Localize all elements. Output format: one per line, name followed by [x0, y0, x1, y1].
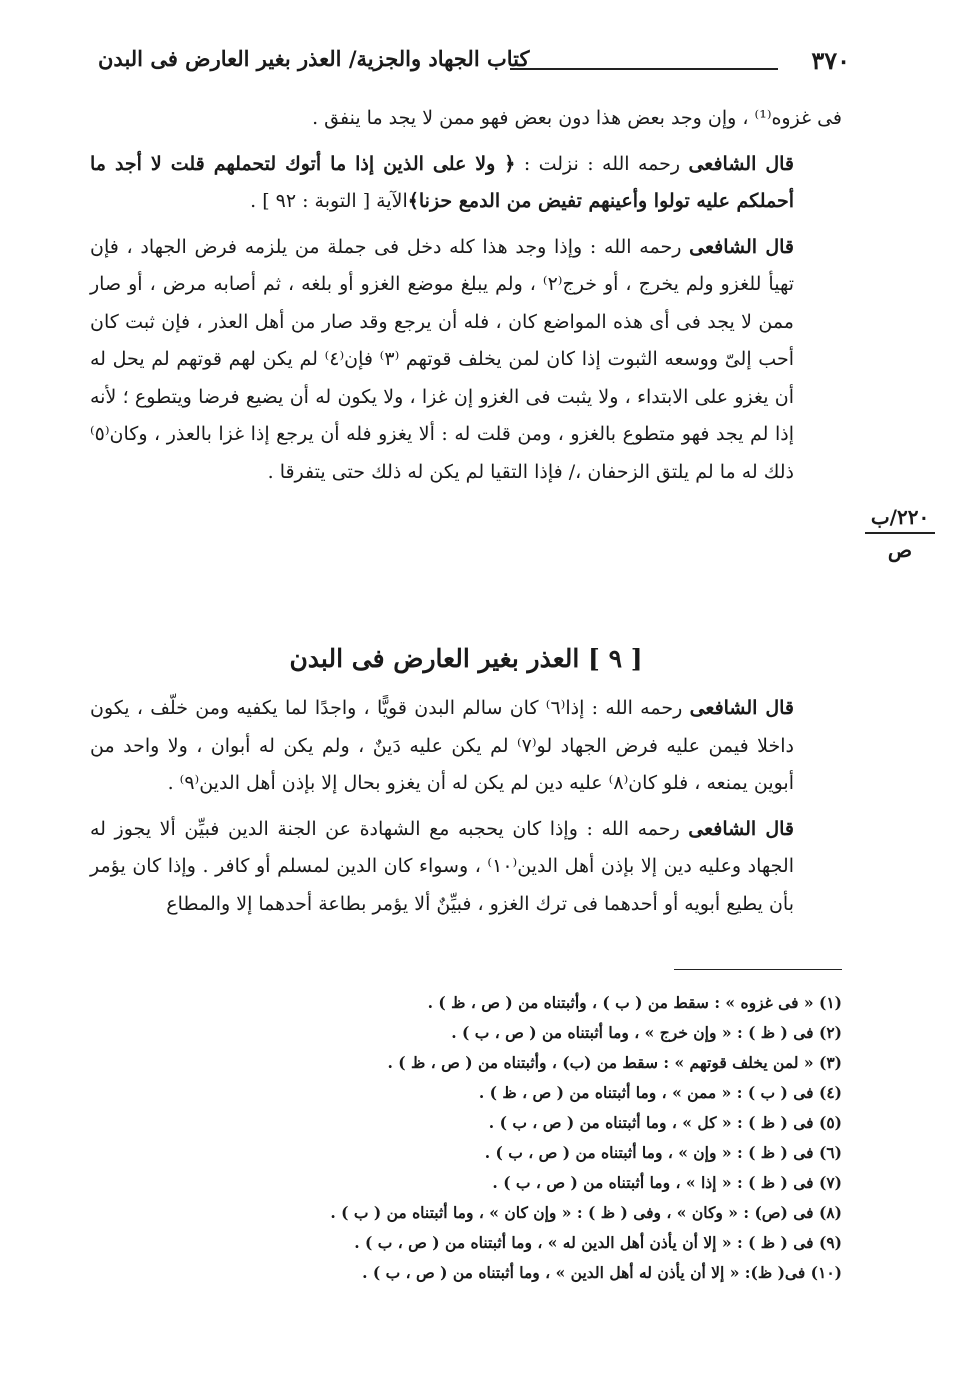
footnote: (٤) فى ( ب ) : « ممن » ، وما أثبتناه من ( ص ، ظ ) . — [478, 1083, 842, 1102]
paragraph-shafii-3 — [90, 811, 842, 924]
speaker-name: قال الشافعى — [688, 817, 794, 840]
section-heading: [ ٩ ] العذر بغير العارض فى البدن — [289, 644, 643, 673]
footnote: (٩) فى ( ظ ) : « إلا أن يأذن أهل الدين له » ، وما أثبتناه من ( ص ، ب ) . — [354, 1233, 842, 1252]
speaker-name: قال الشافعى — [689, 697, 794, 719]
footnote: (١٠) فى( ظ): « إلا أن يأذن له أهل الدين » ، وما أثبتناه من ( ص ، ب ) . — [362, 1263, 842, 1282]
paragraph-text: رحمه الله : وإذا كان يحجبه مع الشهادة عن الجنة الدين فبيِّن ألا يجوز له الجهاد وعليه دين إلا بإذن أهل الدين⁽١٠⁾ ، وسواء كان الدين لمسلم أو كافر . وإذا كان يؤمر بأن يطيع أبويه أو أحدهما فى ترك الغزو ، فبيِّنٌ ألا يؤمر بطاعة أحدهما إلا والمطاع — [90, 817, 794, 915]
footnotes-list — [282, 988, 842, 1288]
footnote: (١) « فى غزوه » : سقط من ( ب ) ، وأثبتناه من ( ص ، ظ ) . — [427, 993, 842, 1012]
main-text-block-1 — [90, 100, 842, 491]
footnote: (٧) فى ( ظ ) : « إذا » ، وما أثبتناه من ( ص ، ب ) . — [492, 1173, 842, 1192]
speaker-name: قال الشافعى — [689, 235, 795, 258]
margin-folio-note — [865, 505, 935, 562]
footnote: (٥) فى ( ظ ) : « كل » ، وما أثبتناه من ( ص ، ب ) . — [488, 1113, 842, 1132]
folio-marker: ٢٢٠/ب — [865, 505, 935, 534]
paragraph-text: رحمه الله : إذا⁽٦⁾ كان سالم البدن قويًّا ، واجدًا لما يكفيه ومن خلّف ، يكون داخلا فيمن عليه فرض الجهاد لو⁽٧⁾ لم يكن عليه دَينٌ ، ولم يكن له أبوان ، ولا واحد من أبوين يمنعه ، فلو كان⁽٨⁾ عليه دين لم يكن له أن يغزو بحال إلا بإذن أهل الدين⁽٩⁾ . — [90, 697, 794, 794]
main-text-block-2 — [90, 690, 842, 923]
verse-reference: الآية [ التوبة : ٩٢ ] . — [250, 190, 408, 212]
footnote: (٦) فى ( ظ ) : « وإن » ، وما أثبتناه من ( ص ، ب ) . — [484, 1143, 842, 1162]
paragraph-quran — [90, 146, 842, 221]
running-title: كتاب الجهاد والجزية/ العذر بغير العارض فى البدن — [98, 46, 530, 71]
manuscript-marker: ص — [887, 538, 913, 562]
footnote: (٨) فى (ص) : « وكان » ، وفى ( ظ ) : « وإن كان » ، وما أثبتناه من ( ب ) . — [330, 1203, 842, 1222]
header-rule — [510, 68, 778, 70]
paragraph-text: رحمه الله : نزلت : — [515, 152, 689, 175]
speaker-name: قال الشافعى — [688, 152, 795, 175]
page-header — [90, 42, 850, 86]
page-number: ٣٧٠ — [811, 46, 850, 75]
footnote: (٣) « لمن يخلف قوتهم » : سقط من (ب) ، وأثبتناه من ( ص ، ظ ) . — [387, 1053, 842, 1072]
footnote-separator — [674, 969, 842, 970]
paragraph-shafii-1 — [90, 229, 842, 492]
quran-verse: ﴿ ولا على الذين إذا ما أتوك لتحملهم قلت لا أجد ما أحملكم عليه تولوا وأعينهم تفيض من الدمع حزنا﴾ — [90, 152, 794, 212]
footnote: (٢) فى ( ظ ) : « وإن خرج » ، وما أثبتناه من ( ص ، ب ) . — [451, 1023, 842, 1042]
paragraph-shafii-2 — [90, 690, 842, 803]
paragraph-text: رحمه الله : وإذا وجد هذا كله دخل فى جملة من يلزمه فرض الجهاد ، فإن تهيأ للغزو ولم يخرج ، أو خرج⁽٢⁾ ، ولم يبلغ موضع الغزو أو بلغه ، ثم أصابه مرض ، أو صار ممن لا يجد فى أى هذه المواضع كان ، فله أن يرجع وقد صار من أهل العذر ، فإن ثبت كان أحب إلىّ ووسعه الثبوت إذا كان لمن يخلف قوتهم ⁽٣⁾ فإن⁽٤⁾ لم يكن لهم قوتهم لم يحل له أن يغزو على الابتداء ، ولا يثبت فى الغزو إن غزا ، ولا يكون له أن يضيع فرضا ويتطوع ؛ لأنه إذا لم يجد فهو متطوع بالغزو ، ومن قلت له : ألا يغزو فله أن يرجع إذا غزا بالعذر ، وكان⁽٥⁾ ذلك له ما لم يلتق الزحفان ،/ فإذا التقيا لم يكن له ذلك حتى يتفرقا . — [90, 235, 794, 483]
paragraph-continuation: فى غزوه⁽¹⁾ ، وإن وجد بعض هذا دون بعض فهو ممن لا يجد ما ينفق . — [312, 107, 842, 129]
